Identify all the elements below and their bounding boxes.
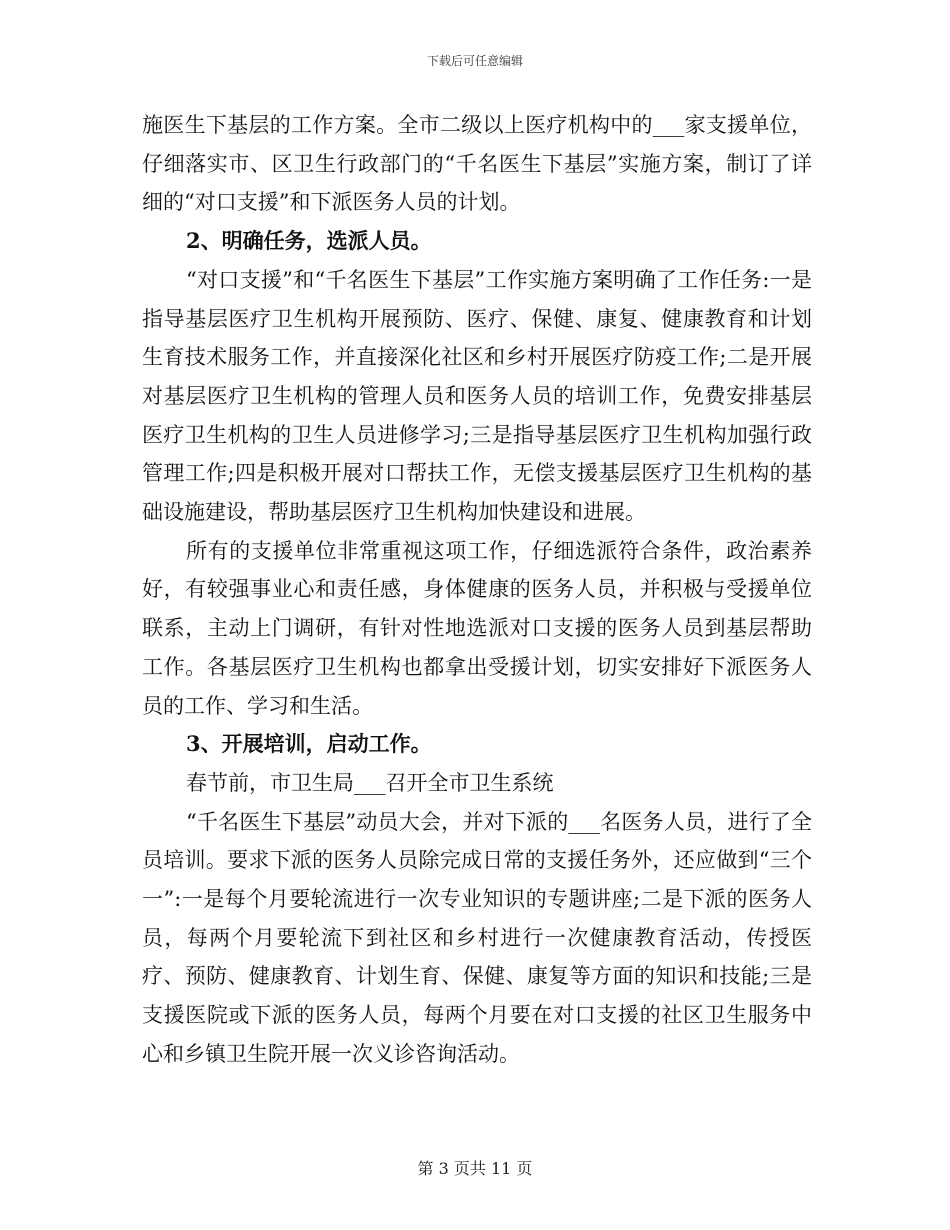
document-body bbox=[142, 106, 812, 1074]
page-footer: 第 3 页共 11 页 bbox=[417, 1159, 533, 1178]
paragraph-3: 所有的支援单位非常重视这项工作，仔细选派符合条件，政治素养好，有较强事业心和责任感，身体健康的医务人员，并积极与受援单位联系，主动上门调研，有针对性地选派对口支援的医务人员到基层帮助工作。各基层医疗卫生机构也都拿出受援计划，切实安排好下派医务人员的工作、学习和生活。 bbox=[142, 538, 812, 718]
paragraph-1: 施医生下基层的工作方案。全市二级以上医疗机构中的___家支援单位，仔细落实市、区卫生行政部门的“千名医生下基层”实施方案，制订了详细的“对口支援”和下派医务人员的计划。 bbox=[142, 113, 812, 215]
page-header: 下载后可任意编辑 bbox=[426, 54, 523, 68]
paragraph-5: “千名医生下基层”动员大会，并对下派的___名医务人员，进行了全员培训。要求下派的医务人员除完成日常的支援任务外，还应做到“三个一”:一是每个月要轮流进行一次专业知识的专题讲座;二是下派的医务人员，每两个月要轮流下到社区和乡村进行一次健康教育活动，传授医疗、预防、健康教育、计划生育、保健、康复等方面的知识和技能;三是支援医院或下派的医务人员，每两个月要在对口支援的社区卫生服务中心和乡镇卫生院开展一次义诊咨询活动。 bbox=[142, 809, 812, 1066]
section-heading-3: 3、开展培训，启动工作。 bbox=[186, 731, 432, 757]
paragraph-2: “对口支援”和“千名医生下基层”工作实施方案明确了工作任务:一是指导基层医疗卫生机构开展预防、医疗、保健、康复、健康教育和计划生育技术服务工作，并直接深化社区和乡村开展医疗防疫工作;二是开展对基层医疗卫生机构的管理人员和医务人员的培训工作，免费安排基层医疗卫生机构的卫生人员进修学习;三是指导基层医疗卫生机构加强行政管理工作;四是积极开展对口帮扶工作，无偿支援基层医疗卫生机构的基础设施建设，帮助基层医疗卫生机构加快建设和进展。 bbox=[142, 267, 812, 525]
section-heading-2: 2、明确任务，选派人员。 bbox=[186, 228, 432, 254]
paragraph-4: 春节前，市卫生局___召开全市卫生系统 bbox=[186, 770, 554, 795]
